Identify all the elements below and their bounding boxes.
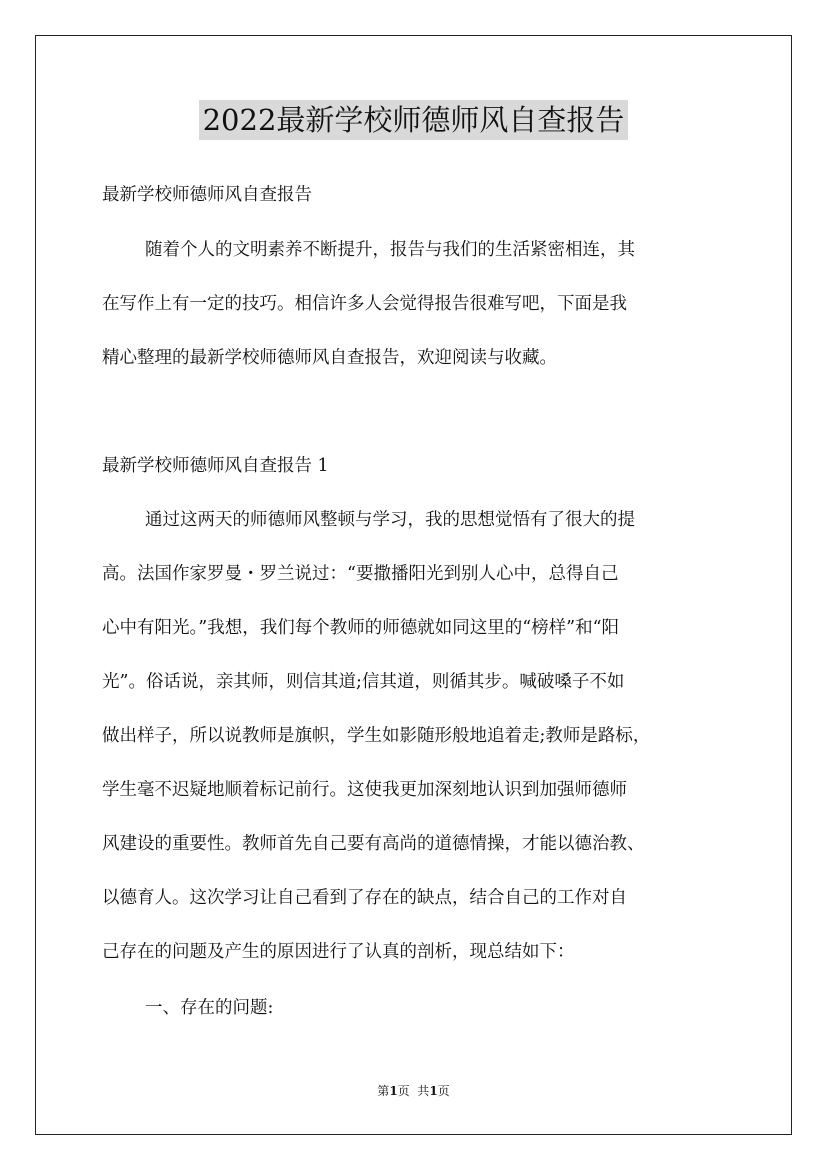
page-footer bbox=[0, 1083, 827, 1099]
body-line-9: 己存在的问题及产生的原因进行了认真的剖析，现总结如下： bbox=[102, 942, 575, 962]
intro-line-2: 在写作上有一定的技巧。相信许多人会觉得报告很难写吧，下面是我 bbox=[102, 294, 627, 314]
intro-line-3: 精心整理的最新学校师德师风自查报告，欢迎阅读与收藏。 bbox=[102, 348, 557, 368]
footer-page-suffix: 页 bbox=[437, 1084, 450, 1098]
body-line-2: 高。法国作家罗曼・罗兰说过：“要撒播阳光到别人心中，总得自己 bbox=[102, 564, 619, 584]
footer-page-prefix: 第 bbox=[377, 1084, 390, 1098]
item-heading: 一、存在的问题: bbox=[145, 998, 274, 1018]
intro-line-1: 随着个人的文明素养不断提升，报告与我们的生活紧密相连，其 bbox=[145, 240, 635, 260]
body-line-3: 心中有阳光。”我想，我们每个教师的师德就如同这里的“榜样”和“阳 bbox=[102, 618, 620, 638]
body-line-7: 风建设的重要性。教师首先自己要有高尚的道德情操，才能以德治教、 bbox=[102, 834, 645, 854]
title-wrap bbox=[0, 100, 827, 140]
body-line-4: 光”。俗话说，亲其师，则信其道;信其道，则循其步。喊破嗓子不如 bbox=[102, 672, 625, 692]
footer-page-mid: 页 共 bbox=[397, 1084, 430, 1098]
document-title: 2022最新学校师德师风自查报告 bbox=[199, 100, 629, 140]
body-line-6: 学生毫不迟疑地顺着标记前行。这使我更加深刻地认识到加强师德师 bbox=[102, 780, 627, 800]
section-heading: 最新学校师德师风自查报告 1 bbox=[102, 456, 329, 476]
footer-page-num: 1 bbox=[389, 1084, 398, 1098]
footer-page-total: 1 bbox=[429, 1084, 438, 1098]
body-line-8: 以德育人。这次学习让自己看到了存在的缺点，结合自己的工作对自 bbox=[102, 888, 627, 908]
body-line-5: 做出样子，所以说教师是旗帜，学生如影随形般地追着走;教师是路标， bbox=[102, 726, 651, 746]
body-line-1: 通过这两天的师德师风整顿与学习，我的思想觉悟有了很大的提 bbox=[145, 510, 635, 530]
document-subtitle: 最新学校师德师风自查报告 bbox=[102, 185, 312, 205]
